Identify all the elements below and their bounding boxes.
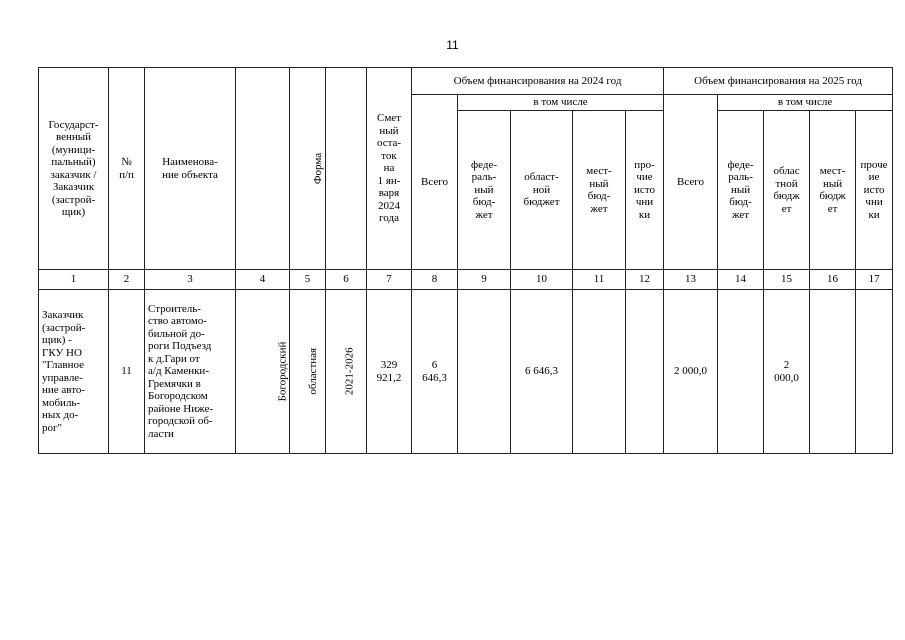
header-financing-2025: Объем финансирования на 2025 год [664, 68, 893, 95]
column-number-row [39, 270, 893, 290]
header-regional-2025: облас тной бюдж ет [764, 111, 810, 270]
header-ownership [290, 68, 326, 270]
page-number: 11 [446, 38, 459, 52]
row-years-text: 2021-2026 [343, 347, 356, 396]
row-local-2024 [573, 290, 626, 454]
column-number: 2 [109, 270, 145, 290]
row-regional-2024: 6 646,3 [511, 290, 573, 454]
column-number: 11 [573, 270, 626, 290]
header-total-2025: Всего [664, 95, 718, 270]
table-row [39, 290, 893, 454]
row-customer: Заказчик (застрой- щик) - ГКУ НО "Главное управле- ние авто- мобиль- ных до- рог" [39, 290, 109, 454]
row-object-name: Строитель- ство автомо- бильной до- роги Подъезд к д.Гари от а/д Каменки- Гремячки в Богородском районе Ниже- городской об- ласти [145, 290, 236, 454]
row-estimate: 329 921,2 [367, 290, 412, 454]
row-total-2025: 2 000,0 [664, 290, 718, 454]
column-number: 9 [458, 270, 511, 290]
column-number: 5 [290, 270, 326, 290]
row-other-2025 [856, 290, 893, 454]
header-other-2025: проче ие исто чни ки [856, 111, 893, 270]
header-total-2024: Всего [412, 95, 458, 270]
column-number: 16 [810, 270, 856, 290]
row-total-2024: 6 646,3 [412, 290, 458, 454]
header-federal-2024: феде- раль- ный бюд- жет [458, 111, 511, 270]
header-ownership-line1: Форма [311, 152, 324, 185]
row-regional-2025: 2 000,0 [764, 290, 810, 454]
row-ownership-text: областная [307, 348, 320, 395]
column-number: 3 [145, 270, 236, 290]
column-number: 14 [718, 270, 764, 290]
header-including-2024: в том числе [458, 95, 664, 111]
row-district [236, 290, 290, 454]
column-number: 1 [39, 270, 109, 290]
header-other-2024: про- чие исто чни ки [626, 111, 664, 270]
column-number: 12 [626, 270, 664, 290]
column-number: 17 [856, 270, 893, 290]
header-local-2024: мест- ный бюд- жет [573, 111, 626, 270]
row-district-line1: Богородский [276, 341, 289, 402]
header-estimate: Смет ный остa- ток на 1 ян- варя 2024 года [367, 68, 412, 270]
column-number: 8 [412, 270, 458, 290]
header-customer: Государст- венный (муници- пальный) заказчик / Заказчик (застрой- щик) [39, 68, 109, 270]
row-number: 11 [109, 290, 145, 454]
header-number: № п/п [109, 68, 145, 270]
row-local-2025 [810, 290, 856, 454]
header-years [326, 68, 367, 270]
column-number: 4 [236, 270, 290, 290]
header-districts [236, 68, 290, 270]
header-object-name: Наименова- ние объекта [145, 68, 236, 270]
column-number: 10 [511, 270, 573, 290]
column-number: 6 [326, 270, 367, 290]
row-federal-2024 [458, 290, 511, 454]
row-federal-2025 [718, 290, 764, 454]
row-years [326, 290, 367, 454]
column-number: 7 [367, 270, 412, 290]
header-financing-2024: Объем финансирования на 2024 год [412, 68, 664, 95]
header-local-2025: мест- ный бюдж ет [810, 111, 856, 270]
column-number: 13 [664, 270, 718, 290]
financing-table [38, 67, 893, 454]
header-including-2025: в том числе [718, 95, 893, 111]
column-number: 15 [764, 270, 810, 290]
row-ownership [290, 290, 326, 454]
header-regional-2024: област- ной бюджет [511, 111, 573, 270]
row-other-2024 [626, 290, 664, 454]
header-federal-2025: феде- раль- ный бюд- жет [718, 111, 764, 270]
